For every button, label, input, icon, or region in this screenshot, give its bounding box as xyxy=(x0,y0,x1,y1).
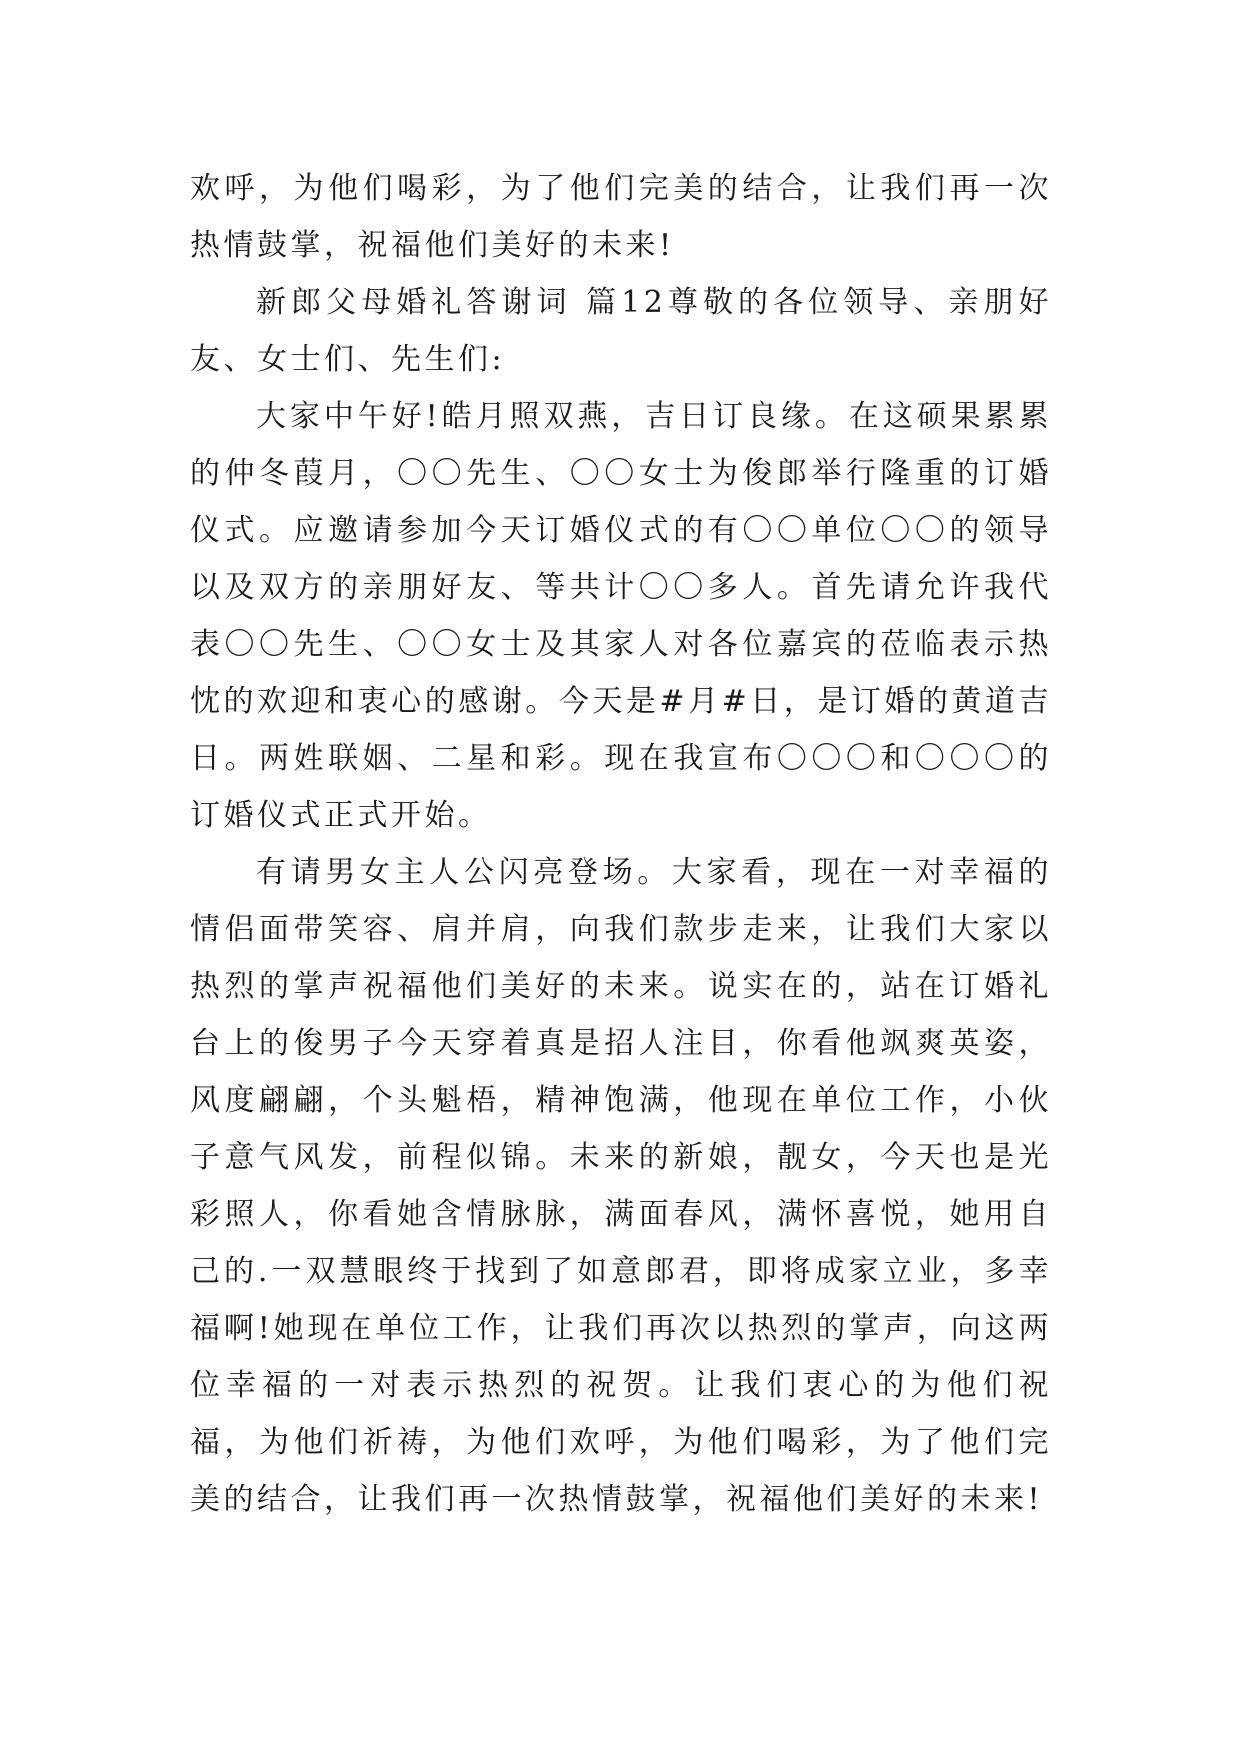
document-body xyxy=(190,160,1052,1528)
paragraph-heading-greeting: 新郎父母婚礼答谢词 篇12尊敬的各位领导、亲朋好友、女士们、先生们: xyxy=(190,285,1052,377)
paragraph-continuation: 欢呼，为他们喝彩，为了他们完美的结合，让我们再一次热情鼓掌，祝福他们美好的未来! xyxy=(190,171,1052,263)
paragraph-opening-remarks: 大家中午好!皓月照双燕，吉日订良缘。在这硕果累累的仲冬葭月，〇〇先生、〇〇女士为俊郎举行隆重的订婚仪式。应邀请参加今天订婚仪式的有〇〇单位〇〇的领导以及双方的亲朋好友、等共计〇〇多人。首先请允许我代表〇〇先生、〇〇女士及其家人对各位嘉宾的莅临表示热忱的欢迎和衷心的感谢。今天是#月#日，是订婚的黄道吉日。两姓联姻、二星和彩。现在我宣布〇〇〇和〇〇〇的订婚仪式正式开始。 xyxy=(190,399,1052,833)
paragraph-couple-entrance: 有请男女主人公闪亮登场。大家看，现在一对幸福的情侣面带笑容、肩并肩，向我们款步走来，让我们大家以热烈的掌声祝福他们美好的未来。说实在的，站在订婚礼台上的俊男子今天穿着真是招人注目，你看他飒爽英姿，风度翩翩，个头魁梧，精神饱满，他现在单位工作，小伙子意气风发，前程似锦。未来的新娘，靓女，今天也是光彩照人，你看她含情脉脉，满面春风，满怀喜悦，她用自己的.一双慧眼终于找到了如意郎君，即将成家立业，多幸福啊!她现在单位工作，让我们再次以热烈的掌声，向这两位幸福的一对表示热烈的祝贺。让我们衷心的为他们祝福，为他们祈祷，为他们欢呼，为他们喝彩，为了他们完美的结合，让我们再一次热情鼓掌，祝福他们美好的未来! xyxy=(190,855,1052,1517)
